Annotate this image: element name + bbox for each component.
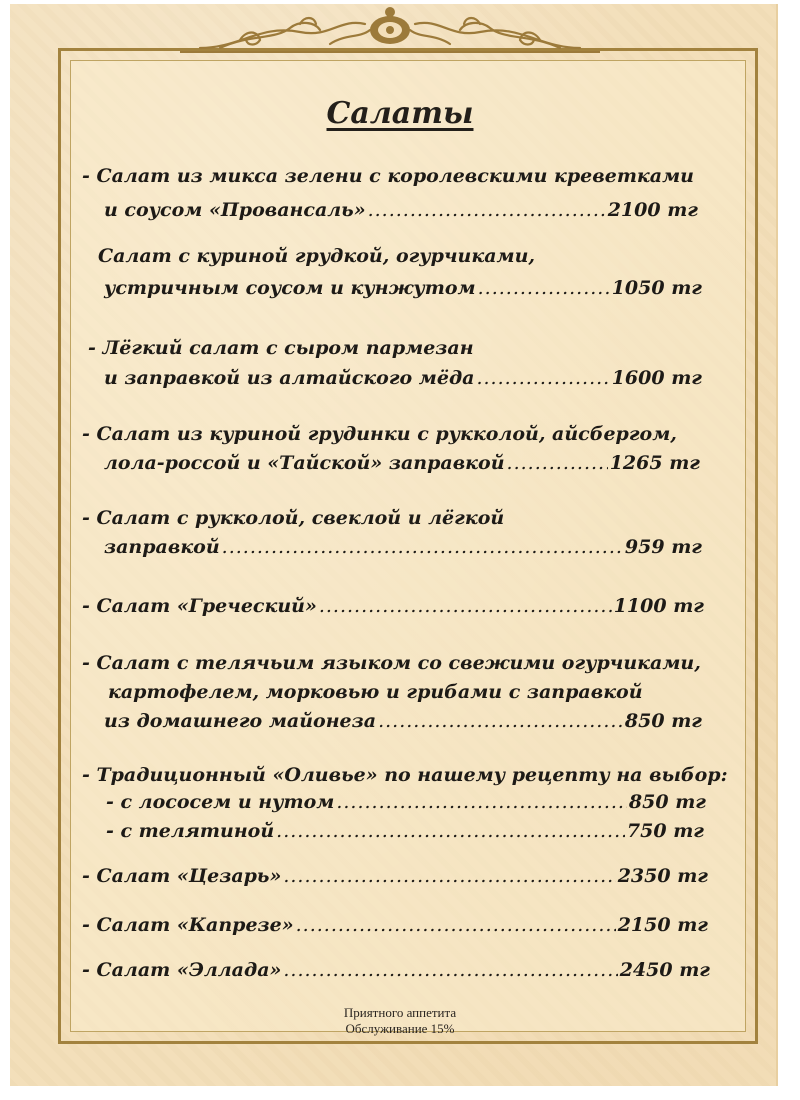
menu-item-5-row xyxy=(104,535,702,559)
leader-dots xyxy=(283,864,615,888)
menu-item-1-price: 2100 тг xyxy=(607,199,698,221)
menu-item-2-price: 1050 тг xyxy=(611,277,702,299)
menu-item-9-name: - Салат «Цезарь» xyxy=(82,865,282,887)
menu-item-3-line1: - Лёгкий салат с сыром пармезан xyxy=(88,337,474,359)
menu-item-6-price: 1100 тг xyxy=(613,595,704,617)
menu-item-5-line1: - Салат с рукколой, свеклой и лёгкой xyxy=(82,507,505,529)
flourish-ornament-icon xyxy=(180,4,600,60)
leader-dots xyxy=(222,535,623,559)
menu-item-2-name: устричным соусом и кунжутом xyxy=(104,277,476,299)
menu-item-4-row xyxy=(104,451,700,475)
leader-dots xyxy=(296,913,616,937)
leader-dots xyxy=(476,366,609,390)
menu-item-7-row xyxy=(104,709,702,733)
menu-item-9-price: 2350 тг xyxy=(617,865,708,887)
leader-dots xyxy=(283,958,617,982)
menu-item-7-price: 850 тг xyxy=(624,710,702,732)
menu-item-3-row xyxy=(104,366,702,390)
menu-item-5-name: заправкой xyxy=(104,536,220,558)
menu-item-11-price: 2450 тг xyxy=(619,959,710,981)
menu-item-8-line1: - Традиционный «Оливье» по нашему рецепту на выбор: xyxy=(82,764,728,786)
menu-item-2-row xyxy=(104,276,702,300)
menu-item-8a-row xyxy=(106,790,706,814)
menu-item-4-name: лола-россой и «Тайской» заправкой xyxy=(104,452,505,474)
leader-dots xyxy=(368,198,606,222)
menu-item-2-line1: Салат с куриной грудкой, огурчиками, xyxy=(98,245,536,267)
menu-item-4-line1: - Салат из куриной грудинки с рукколой, айсбергом, xyxy=(82,423,677,445)
menu-item-8b-price: 750 тг xyxy=(626,820,704,842)
menu-item-3-price: 1600 тг xyxy=(611,367,702,389)
menu-item-7-name: из домашнего майонеза xyxy=(104,710,377,732)
leader-dots xyxy=(319,594,612,618)
menu-item-11-name: - Салат «Эллада» xyxy=(82,959,282,981)
menu-item-8a-price: 850 тг xyxy=(628,791,706,813)
menu-item-4-price: 1265 тг xyxy=(609,452,700,474)
footer-wish: Приятного аппетита xyxy=(343,1005,457,1020)
leader-dots xyxy=(276,819,625,843)
menu-item-8b-row xyxy=(106,819,704,843)
menu-item-3-name: и заправкой из алтайского мёда xyxy=(104,367,475,389)
leader-dots xyxy=(336,790,627,814)
menu-item-7-line1: - Салат с телячьим языком со свежими огурчиками, xyxy=(82,652,701,674)
menu-item-6-name: - Салат «Греческий» xyxy=(82,595,317,617)
menu-item-8b-name: - с телятиной xyxy=(106,820,275,842)
menu-item-10-price: 2150 тг xyxy=(617,914,708,936)
menu-item-9-row xyxy=(82,864,708,888)
footer-service-charge: Обслуживание 15% xyxy=(345,1021,455,1036)
menu-item-1-name: и соусом «Провансаль» xyxy=(104,199,366,221)
menu-item-1-line1: - Салат из микса зелени с королевскими креветками xyxy=(82,165,694,187)
menu-item-6-row xyxy=(82,594,704,618)
menu-item-7-line2: картофелем, морковью и грибами с заправкой xyxy=(108,681,643,703)
leader-dots xyxy=(378,709,623,733)
leader-dots xyxy=(478,276,610,300)
menu-item-10-name: - Салат «Капрезе» xyxy=(82,914,294,936)
menu-item-5-price: 959 тг xyxy=(624,536,702,558)
leader-dots xyxy=(507,451,608,475)
menu-item-1-row xyxy=(104,198,698,222)
menu-item-10-row xyxy=(82,913,708,937)
page-title: Салаты xyxy=(326,96,474,131)
menu-item-8a-name: - с лососем и нутом xyxy=(106,791,335,813)
menu-item-11-row xyxy=(82,958,710,982)
